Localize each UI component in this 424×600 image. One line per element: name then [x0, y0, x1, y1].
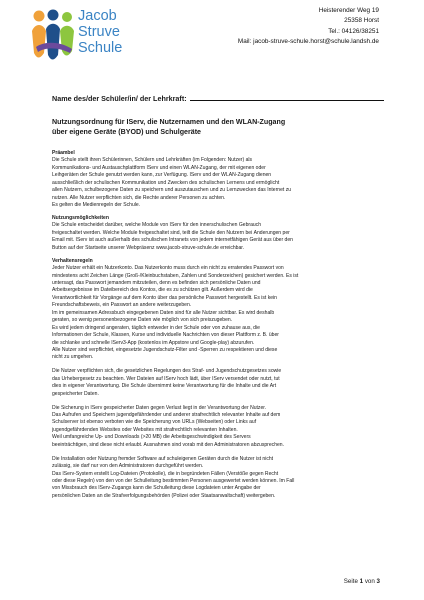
- document-title: [52, 117, 382, 137]
- body-text-line: allen Nutzern, schulbezogene Daten zu speichern und auszutauschen und zu Lernzwecken das Internet zu: [52, 187, 292, 194]
- section-heading: Präambel: [52, 150, 75, 156]
- address-city: 25358 Horst: [344, 17, 379, 25]
- body-text-line: Schulserver ist ebenso verboten wie die Speicherung von URLs (Webseiten) oder Links auf: [52, 419, 257, 426]
- body-text-line: Es wird jedem dringend angeraten, täglich entweder in der Schule oder von zuhause aus, die: [52, 324, 260, 331]
- body-text-line: Die Nutzer verpflichten sich, die gesetzlichen Regelungen des Straf- und Jugendschutzgesetzes sowie: [52, 368, 282, 375]
- address-email: Mail: jacob-struve-schule.horst@schule.landsh.de: [237, 38, 379, 46]
- body-text-line: Alle Nutzer sind verpflichtet, eingesetzte Jugendschutz-Filter und -Sperren zu respektieren und diese: [52, 346, 278, 353]
- school-name-line: Schule: [78, 40, 123, 56]
- body-text-line: Leihgeräten der Schule genutzt werden kann, zur Verfügung. IServ und der WLAN-Zugang dienen: [52, 172, 272, 179]
- address-street: Heisterender Weg 19: [318, 7, 379, 14]
- body-text-line: zulässig, sie darf nur von den Administratoren durchgeführt werden.: [52, 463, 204, 470]
- body-text-line: Weil umfangreiche Up- und Downloads (>20 MB) die Arbeitsgeschwindigkeit des Servers: [52, 434, 251, 441]
- body-text-line: das Urhebergesetz zu beachten. Wer Dateien auf IServ hoch lädt, über IServ versendet oder nutzt, tut: [52, 375, 280, 382]
- page-total: 3: [376, 578, 380, 585]
- section-heading: Verhaltensregeln: [52, 257, 93, 264]
- name-field: [52, 94, 382, 103]
- body-text-line: persönlichen Daten an die Strafverfolgungsbehörden (Polizei oder Staatsanwaltschaft) weitergeben.: [52, 492, 276, 499]
- body-text-line: geraten, so wenig personenbezogene Daten wie möglich von sich preiszugeben.: [52, 317, 233, 324]
- body-text-line: Das Aufrufen und Speichern jugendgefährdender und anderer strafrechtlich relevanter Inhalte auf dem: [52, 412, 281, 418]
- name-field-label: Name des/der Schüler/in/ der Lehrkraft:: [52, 94, 187, 103]
- body-text-line: freigeschaltet werden. Welche Module freigeschaltet sind, teilt die Schule den Nutzern bei Änderungen per: [52, 229, 290, 236]
- body-text-line: Kommunikations- und Austauschplattform IServ und einen WLAN-Zugang, der mit eigenen oder: [52, 164, 266, 171]
- name-field-blank: [190, 94, 384, 101]
- body-text-line: beeinträchtigen, sind diese nicht erlaubt. Ausnahmen sind vorab mit den Administratoren abzusprechen.: [52, 441, 285, 448]
- body-text-line: Email mit. IServ ist auch außerhalb des schulischen Intranets von jedem internetfähigen Gerät aus über den: [52, 237, 293, 244]
- page-current: 1: [359, 578, 364, 585]
- body-text-line: Die Schule entscheidet darüber, welche Module von IServ für den innerschulischen Gebrauch: [52, 222, 262, 229]
- school-address: [238, 6, 379, 48]
- address-phone: Tel.: 04126/38251: [328, 27, 379, 35]
- section-heading: Nutzungsmöglichkeiten: [52, 215, 109, 221]
- school-name: [78, 8, 122, 56]
- body-text-line: nutzen. Alle Nutzer verpflichten sich, die Rechte anderer Personen zu achten.: [52, 194, 226, 201]
- body-text-line: Informationen der Schule, Klassen, Kurse und individuelle Nachrichten von dieser Plattform z. B. über: [52, 332, 279, 339]
- body-text-line: Die Schule stellt ihren Schülerinnen, Schülern und Lehrkräften (im Folgenden: Nutzer) als: [52, 157, 253, 164]
- page-of-word: von: [364, 578, 375, 585]
- document-title-line: über eigene Geräte (BYOD) und Schulgeräte: [52, 128, 201, 136]
- body-text-line: ausschließlich der schulischen Kommunikation und Zwecken des schulischen Lernens und ermöglicht: [52, 179, 280, 186]
- body-text-line: Button auf der Startseite unserer Webpräsenz www.jacob-struve-schule.de erreichbar.: [52, 244, 245, 251]
- body-text-line: Die Sicherung in IServ gespeicherter Daten gegen Verlust liegt in der Verantwortung der Nutzer.: [52, 404, 267, 411]
- body-text-line: von Missbrauch des IServ-Zugangs kann die Schulleitung diese Logdateien unter Angabe der: [52, 485, 261, 492]
- body-text-line: untersagt, das Passwort jemandem mitzuteilen, denn es befinden sich persönliche Daten und: [52, 280, 261, 286]
- school-name-line: Struve: [78, 24, 120, 40]
- body-text-line: gespeicherter Daten.: [52, 390, 99, 397]
- page-word: Seite: [343, 578, 358, 585]
- body-text-line: Arbeitsergebnisse im Dateibereich des Kontos, die es zu schützen gilt. Außerdem wird die: [52, 287, 253, 294]
- body-text-line: Jeder Nutzer erhält ein Nutzerkonto. Das Nutzerkonto muss durch ein nicht zu erratendes Passwort von: [52, 265, 284, 272]
- body-text-line: die schlanke und schnelle IServ3-App (kostenlos im Appstore und Google-play) abzurufen.: [52, 339, 255, 346]
- body-text-line: Freundschaftsbeweis, ein Passwort an andere weiterzugeben.: [52, 302, 192, 309]
- body-text-line: mindestens acht Zeichen Länge (Groß-/Kleinbuchstaben, Zahlen und Sonderzeichen) gesichert werden. Es ist: [52, 272, 299, 279]
- body-text-line: Im im gemeinsamen Adressbuch eingegebenen Daten sind für alle Nutzer sichtbar. Es wird deshalb: [52, 309, 275, 316]
- school-name-line: Jacob: [78, 8, 117, 24]
- document-title-line: Nutzungsordnung für IServ, die Nutzernamen und den WLAN-Zugang: [52, 118, 286, 126]
- body-text-line: nicht zu umgehen.: [52, 354, 94, 361]
- body-text-line: Das IServ-System erstellt Log-Dateien (Protokolle), die in begründeten Fällen (Verstöße gegen Recht: [52, 470, 279, 477]
- school-logo: [30, 7, 170, 63]
- body-text-line: Verantwortlichkeit für Vorgänge auf dem Konto über das persönliche Passwort hergestellt. Es ist kein: [52, 294, 277, 301]
- body-text-line: jugendgefährdenden Websites oder Websites mit strafrechtlich relevanten Inhalten.: [52, 426, 238, 433]
- body-text-line: dies in eigener Verantwortung. Die Schule übernimmt keine Verantwortung für die Inhalte und die Art: [52, 383, 277, 390]
- body-text-line: oder diese Regeln) von den von der Schulleitung bestimmten Personen ausgewertet werden können. Im Fall: [52, 478, 295, 484]
- page-number: [344, 578, 380, 585]
- body-text-line: Es gelten die Medienregeln der Schule.: [52, 202, 141, 209]
- document-body: [52, 150, 382, 500]
- school-logo-people-icon: [30, 7, 76, 63]
- body-text-line: Die Installation oder Nutzung fremder Software auf schuleigenen Geräten durch die Nutzer ist nicht: [52, 455, 274, 462]
